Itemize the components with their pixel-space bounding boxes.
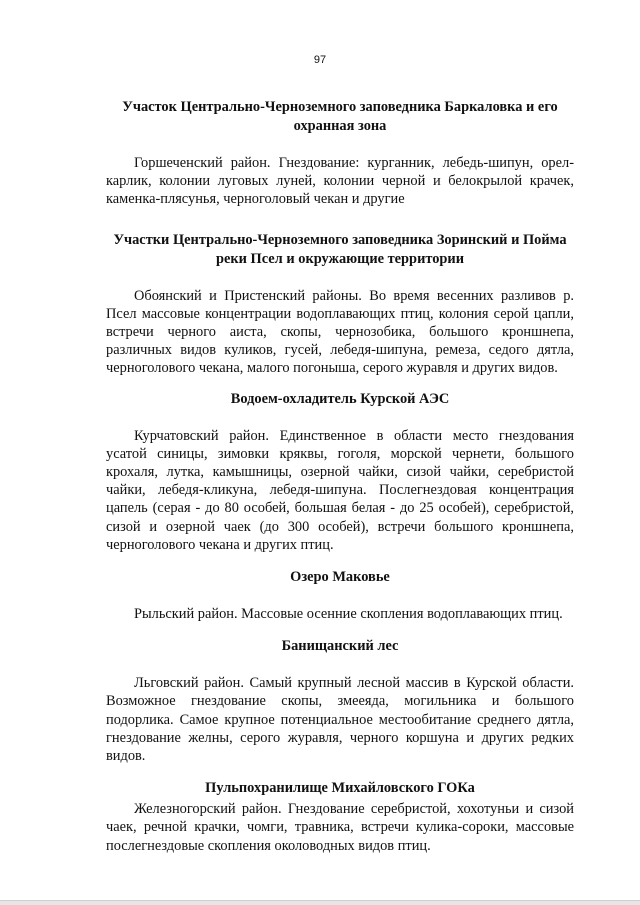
- section-title: Озеро Маковье: [290, 569, 390, 586]
- section-banishchansky-forest: [106, 637, 574, 765]
- section-barkalovka: [106, 98, 574, 209]
- section-lake-makovye: [106, 568, 574, 623]
- section-text: Обоянский и Пристенский районы. Во время весенних разливов р. Псел массовые концентрации водоплавающих птиц, колония серой цапли, встречи черного аиста, скопы, чернозобика, большого кроншнепа, различных видов куликов, гусей, лебедя-шипуна, ремеза, седого дятла, черноголового чекана, малого погоныша, серого журавля и других видов.: [106, 287, 574, 377]
- section-kursk-npp-cooling-pond: [106, 390, 574, 554]
- page-bottom-edge: [0, 900, 640, 905]
- section-text: Льговский район. Самый крупный лесной массив в Курской области. Возможное гнездование скопы, змееяда, могильника и большого подорлика. Самое крупное потенциальное местообитание среднего дятла, гнездование желны, серого журавля, черного коршуна и других редких видов.: [106, 675, 574, 765]
- section-title: Участок Центрально-Черноземного заповедника Баркаловка и его охранная зона: [122, 99, 558, 134]
- section-text: Курчатовский район. Единственное в области место гнездования усатой синицы, зимовки кряквы, гоголя, морской чернети, большого крохаля, лутка, камышницы, озерной чайки, сизой чайки, серебристой чайки, лебедя-кликуна, лебедя-шипуна. Послегнездовая концентрация цапель (серая - до 80 особей, большая белая - до 25 особей), серебристой, сизой и озерной чаек (до 300 особей), встречи большого кроншнепа, черноголового чекана и других птиц.: [106, 427, 574, 553]
- section-text: Рыльский район. Массовые осенние скопления водоплавающих птиц.: [134, 606, 563, 623]
- section-title: Водоем-охладитель Курской АЭС: [230, 390, 450, 407]
- section-text: Железногорский район. Гнездование серебристой, хохотуньи и сизой чаек, речной крачки, чомги, травника, встречи кулика-сороки, массовые послегнездовые скопления околоводных видов птиц.: [106, 801, 574, 854]
- section-title: Пульпохранилище Михайловского ГОКа: [205, 780, 475, 797]
- section-zorinsky: [106, 231, 574, 378]
- page-number: 97: [313, 54, 327, 66]
- section-mikhailovsky-gok: [106, 779, 574, 855]
- section-text: Горшеченский район. Гнездование: курганник, лебедь-шипун, орел-карлик, колонии луговых луней, колонии черной и белокрылой крачек, каменка-плясунья, черноголовый чекан и другие: [106, 155, 574, 208]
- document-body: [106, 98, 574, 855]
- section-title: Банищанский лес: [281, 638, 399, 655]
- section-title: Участки Центрально-Черноземного заповедника Зоринский и Пойма реки Псел и окружающие территории: [113, 231, 567, 267]
